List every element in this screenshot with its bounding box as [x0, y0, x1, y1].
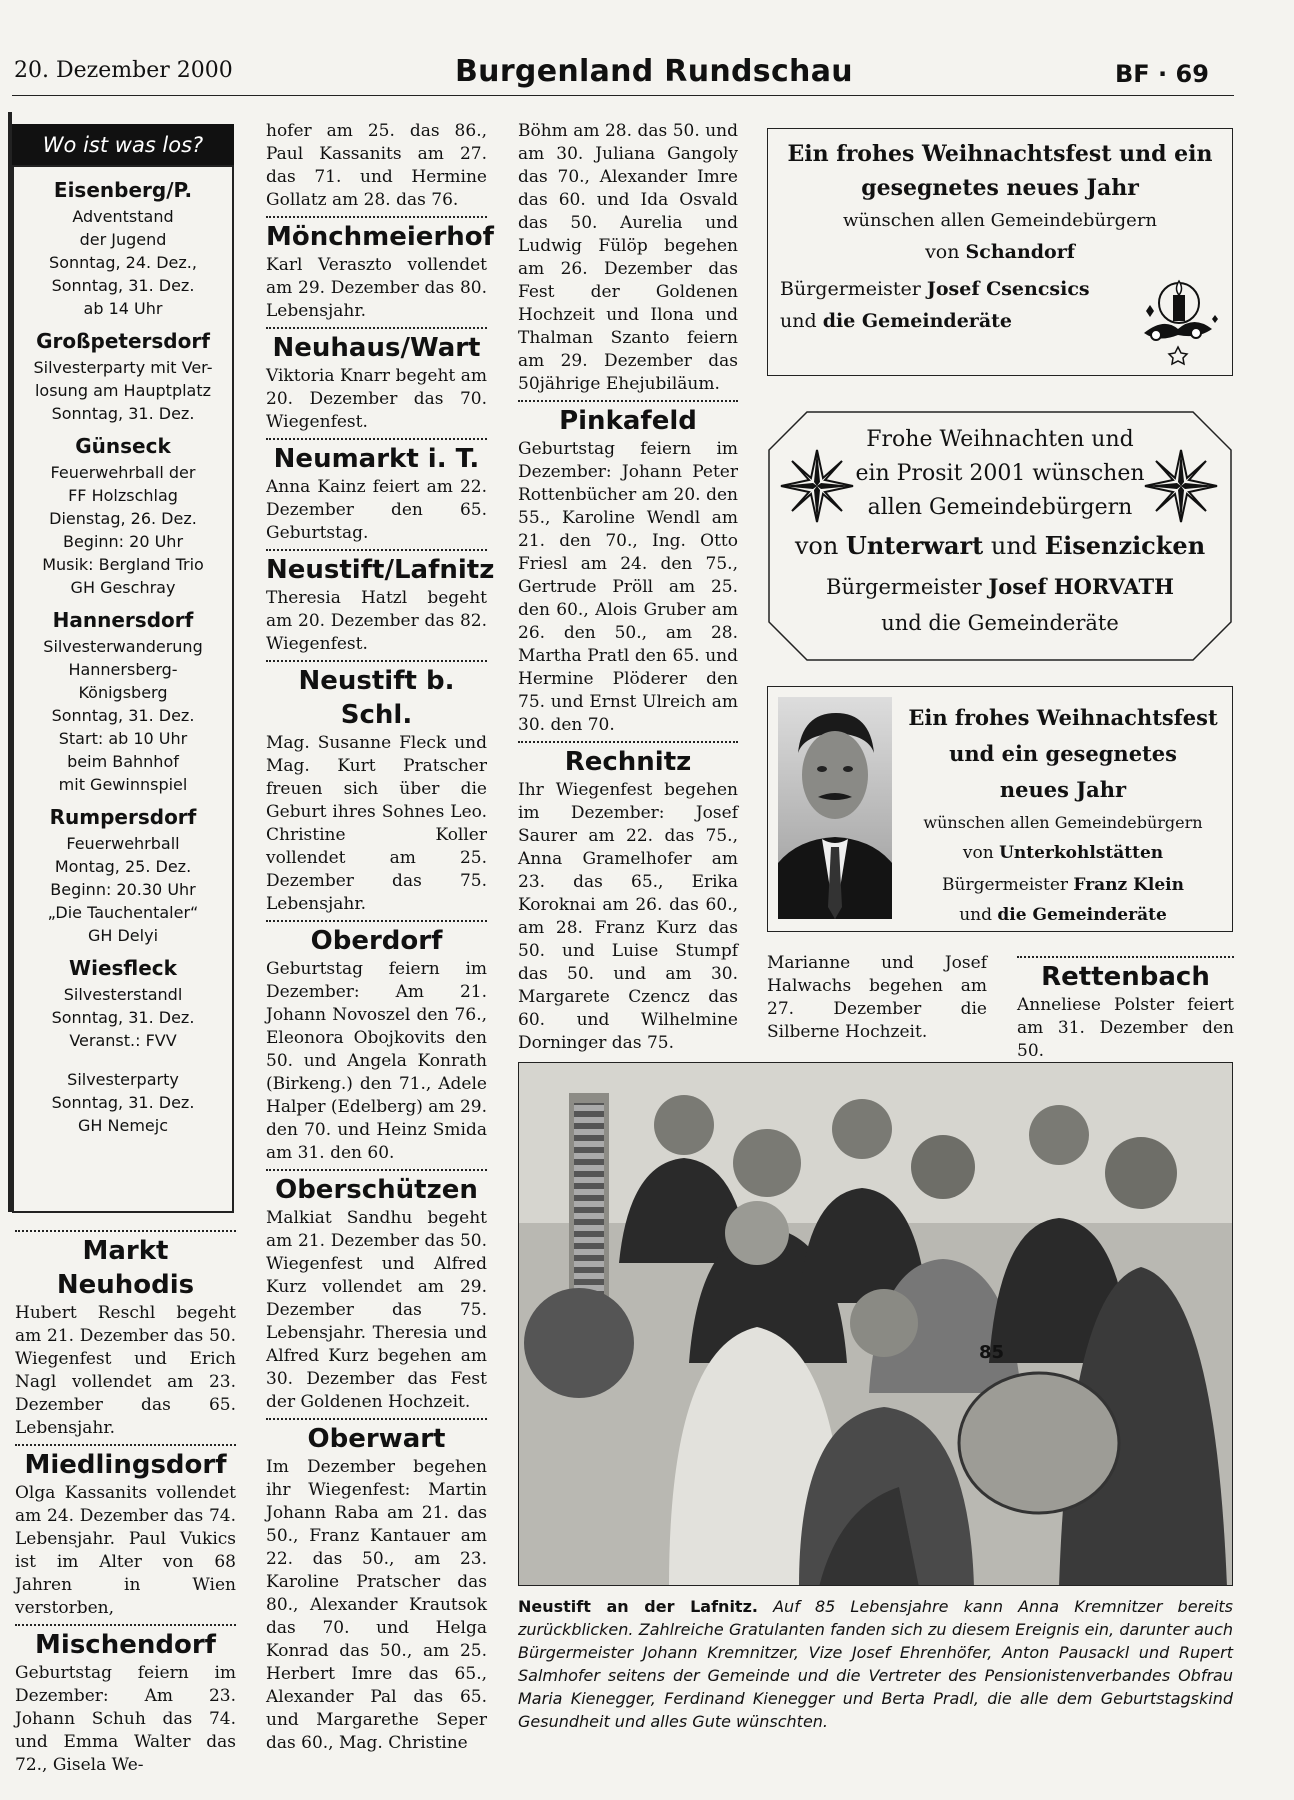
- article-rettenbach: [1017, 952, 1234, 1063]
- dotted-separator: [15, 1230, 236, 1232]
- event-entry: [20, 431, 226, 599]
- event-detail: Feuerwehrball der: [50, 463, 196, 482]
- event-detail: ab 14 Uhr: [83, 299, 163, 318]
- article-heading: Oberwart: [307, 1424, 446, 1454]
- column-1-articles: [15, 1226, 236, 1777]
- event-town: Großpetersdorf: [36, 329, 210, 353]
- column-2-articles: [266, 120, 495, 1755]
- dotted-separator: [266, 549, 487, 551]
- event-detail: Sonntag, 31. Dez.: [51, 706, 195, 725]
- ad-text: wünschen allen Gemeindebürgern: [923, 813, 1203, 832]
- event-detail: Silvesterstandl: [63, 985, 183, 1004]
- event-detail: Beginn: 20.30 Uhr: [50, 880, 196, 899]
- ad-headline: Ein frohes Weihnachtsfest und ein: [787, 141, 1213, 167]
- photo-caption: [518, 1595, 1233, 1733]
- event-detail: GH Geschray: [70, 578, 176, 597]
- article-body: Geburtstag feiern im Dezember: Am 21. Johann Novoszel den 76., Eleonora Obojkovits den 50. und Angela Konrath (Birkeng.) den 71., Adele Halper (Edelberg) am 29. den 70. und Heinz Smida am 31. den 60.: [266, 959, 487, 1163]
- ad-headline: Frohe Weihnachten und: [866, 427, 1134, 452]
- article-body: Geburtstag feiern im Dezember: Johann Peter Rottenbücher am 20. den 55., Karoline Wendl am 21. den 70., Ing. Otto Friesl am 24. den 75., Gertrude Pröll am 25. den 60., Alois Gruber am 26. den 50., am 28. Martha Pratl den 65. und Hermine Plöderer den 75. und Ernst Ulreich am 30. den 70.: [518, 439, 738, 735]
- ad-council: und die Gemeinderäte: [881, 611, 1119, 635]
- article-body: Hubert Reschl begeht am 21. Dezember das 50. Wiegenfest und Erich Nagl vollendet am 23. Dezember das 65. Lebensjahr.: [15, 1303, 236, 1438]
- group-photo: [518, 1062, 1233, 1586]
- ad-headline: und ein gesegnetes: [949, 741, 1177, 766]
- article-heading: Rechnitz: [564, 747, 692, 777]
- article-heading: Miedlingsdorf: [24, 1450, 227, 1480]
- event-detail: GH Delyi: [87, 926, 159, 945]
- ad-council: und die Gemeinderäte: [959, 905, 1167, 925]
- events-box: [12, 165, 234, 1213]
- birthday-85-badge: 85: [979, 1342, 1005, 1363]
- ad-mayor: Bürgermeister Josef HORVATH: [826, 574, 1174, 599]
- header-rule: [12, 95, 1234, 96]
- article-body: Karl Veraszto vollendet am 29. Dezember das 80. Lebensjahr.: [266, 255, 487, 321]
- event-detail: Königsberg: [78, 683, 168, 702]
- ad-council: und die Gemeinderäte: [780, 310, 1012, 332]
- event-detail: Veranst.: FVV: [69, 1031, 177, 1050]
- mayor-portrait: [778, 697, 892, 919]
- dotted-separator: [1017, 956, 1234, 958]
- article-body: Theresia Hatzl begeht am 20. Dezember das 82. Wiegenfest.: [266, 588, 487, 654]
- event-detail: Montag, 25. Dez.: [54, 857, 192, 876]
- article-heading: Oberschützen: [275, 1175, 478, 1205]
- article-heading: Neustift b. Schl.: [298, 666, 455, 730]
- article-body: Geburtstag feiern im Dezember: Am 23. Johann Schuh das 74. und Emma Walter das 72., Gisela We-: [15, 1663, 236, 1775]
- event-detail: Sonntag, 24. Dez.,: [49, 253, 197, 272]
- ad-mayor: Bürgermeister Franz Klein: [942, 875, 1184, 895]
- event-detail: „Die Tauchentaler“: [47, 903, 199, 922]
- event-detail: Hannersberg-: [68, 660, 178, 679]
- event-detail: Sonntag, 31. Dez.: [51, 276, 195, 295]
- ad-headline: gesegnetes neues Jahr: [861, 175, 1139, 201]
- event-entry: [20, 326, 226, 425]
- event-entry: [20, 1068, 226, 1137]
- dotted-separator: [15, 1444, 236, 1446]
- event-entry: [20, 605, 226, 796]
- event-detail: Silvesterparty: [67, 1070, 179, 1089]
- caption-text: Auf 85 Lebensjahre kann Anna Kremnitzer bereits zurückblicken. Zahlreiche Gratulanten fanden sich zu diesem Ereignis ein, darunter auch Bürgermeister Johann Kremnitzer, Vize Josef Ehrenhöfer, Anton Pausackl und Rupert Salmhofer seitens der Gemeinde und die Vertreter des Pensionistenverbandes Obfrau Maria Kienegger, Ferdinand Kienegger und Berta Pradl, die alle dem Geburtstagskind Gesundheit und alles Gute wünschten.: [518, 1597, 1234, 1731]
- star-icon: [1143, 448, 1219, 524]
- column-3-articles: [518, 120, 738, 1055]
- event-town: Eisenberg/P.: [53, 178, 193, 202]
- candle-icon: [1136, 267, 1218, 367]
- event-detail: Dienstag, 26. Dez.: [49, 509, 197, 528]
- ad-headline: neues Jahr: [999, 777, 1127, 802]
- article-heading: Rettenbach: [1041, 962, 1210, 992]
- newspaper-title: Burgenland Rundschau: [455, 54, 853, 89]
- ad-headline: Ein frohes Weihnachtsfest: [908, 705, 1218, 730]
- article-heading: Markt Neuhodis: [56, 1236, 195, 1300]
- ad-text: von Unterkohlstätten: [962, 843, 1164, 863]
- article-body: Anneliese Polster feiert am 31. Dezember den 50.: [1017, 995, 1234, 1061]
- event-town: Rumpersdorf: [49, 805, 197, 829]
- star-icon: [779, 448, 855, 524]
- event-detail: Feuerwehrball: [66, 834, 180, 853]
- event-town: Hannersdorf: [52, 608, 194, 632]
- article-heading: Mischendorf: [35, 1630, 216, 1660]
- event-detail: GH Nemejc: [78, 1116, 168, 1135]
- event-detail: Sonntag, 31. Dez.: [51, 1008, 195, 1027]
- ad-municipalities: von Unterwart und Eisenzicken: [794, 531, 1206, 560]
- event-town: Wiesfleck: [69, 956, 177, 980]
- dotted-separator: [266, 1169, 487, 1171]
- article-halwachs: Marianne und Josef Halwachs begehen am 27. Dezember die Silberne Hochzeit.: [767, 953, 987, 1042]
- caption-lead: Neustift an der Lafnitz.: [518, 1597, 758, 1616]
- ad-headline: ein Prosit 2001 wünschen: [855, 461, 1145, 486]
- page-number: BF · 69: [1115, 60, 1209, 88]
- ad-text: wünschen allen Gemeindebürgern: [842, 210, 1158, 231]
- dotted-separator: [266, 327, 487, 329]
- article-body: Mag. Susanne Fleck und Mag. Kurt Pratscher freuen sich über die Geburt ihres Sohnes Leo. Christine Koller vollendet am 25. Dezember das 75. Lebensjahr.: [266, 733, 487, 914]
- article-heading: Pinkafeld: [559, 406, 697, 436]
- event-detail: Adventstand: [72, 207, 174, 226]
- article-body: hofer am 25. das 86., Paul Kassanits am 27. das 71. und Hermine Gollatz am 28. das 76.: [266, 121, 487, 210]
- dotted-separator: [266, 660, 487, 662]
- issue-date: 20. Dezember 2000: [14, 58, 233, 83]
- event-town: Günseck: [75, 434, 171, 458]
- greeting-ad-unterkohlstaetten: [767, 686, 1233, 932]
- dotted-separator: [266, 1418, 487, 1420]
- greeting-ad-schandorf: [767, 128, 1233, 376]
- event-detail: FF Holzschlag: [68, 486, 178, 505]
- event-detail: Start: ab 10 Uhr: [58, 729, 188, 748]
- event-detail: Sonntag, 31. Dez.: [51, 1093, 195, 1112]
- ad-text: von Schandorf: [925, 241, 1075, 263]
- dotted-separator: [266, 438, 487, 440]
- greeting-ad-unterwart: [767, 410, 1233, 662]
- article-body: Olga Kassanits vollendet am 24. Dezember das 74. Lebensjahr. Paul Vukics ist im Alter von 68 Jahren in Wien verstorben,: [15, 1483, 236, 1618]
- dotted-separator: [266, 920, 487, 922]
- event-detail: Sonntag, 31. Dez.: [51, 404, 195, 423]
- events-box-title: Wo ist was los?: [12, 124, 234, 166]
- dotted-separator: [15, 1624, 236, 1626]
- article-heading: Neumarkt i. T.: [273, 444, 480, 474]
- event-entry: [20, 175, 226, 320]
- dotted-separator: [518, 400, 738, 402]
- ad-mayor: Bürgermeister Josef Csencsics: [780, 278, 1090, 300]
- event-detail: Silvesterwanderung: [43, 637, 203, 656]
- event-detail: Beginn: 20 Uhr: [62, 532, 184, 551]
- article-body: Ihr Wiegenfest begehen im Dezember: Josef Saurer am 22. das 75., Anna Gramelhofer am 23. das 65., Erika Koroknai am 26. das 60., am 28. Franz Kurz das 50. und Luise Stumpf das 50. und am 30. Margarete Czencz das 60. und Wilhelmine Dorninger das 75.: [518, 780, 738, 1053]
- article-body: Anna Kainz feiert am 22. Dezember den 65. Geburtstag.: [266, 477, 487, 543]
- article-body: Viktoria Knarr begeht am 20. Dezember das 70. Wiegenfest.: [266, 366, 487, 432]
- event-detail: der Jugend: [79, 230, 167, 249]
- article-heading: Mönchmeierhof: [266, 222, 494, 252]
- article-body: Böhm am 28. das 50. und am 30. Juliana Gangoly das 70., Alexander Imre das 60. und Ida Osvald das 50. Aurelia und Ludwig Fülöp begehen am 26. Dezember das Fest der Goldenen Hochzeit und Ilona und Thalman Szanto feiern am 29. Dezember das 50jährige Ehejubiläum.: [518, 121, 738, 394]
- event-detail: losung am Hauptplatz: [34, 381, 212, 400]
- article-heading: Neuhaus/Wart: [272, 333, 481, 363]
- event-entry: [20, 953, 226, 1052]
- group-photo-image: [519, 1063, 1233, 1586]
- event-detail: Musik: Bergland Trio: [42, 555, 204, 574]
- event-detail: Silvesterparty mit Ver-: [33, 358, 213, 377]
- article-body: Im Dezember begehen ihr Wiegenfest: Martin Johann Raba am 21. das 50., Franz Kantauer am 22. das 50., am 23. Karoline Pratscher das 80., Alexander Krautsok das 70. und Helga Konrad das 50., am 25. Herbert Imre das 65., Alexander Pal das 65. und Margarethe Seper das 60., Mag. Christine: [266, 1457, 487, 1753]
- article-body: Malkiat Sandhu begeht am 21. Dezember das 50. Wiegenfest und Alfred Kurz vollendet am 29. Dezember das 75. Lebensjahr. Theresia und Alfred Kurz begehen am 30. Dezember das Fest der Goldenen Hochzeit.: [266, 1208, 487, 1412]
- dotted-separator: [266, 216, 487, 218]
- event-detail: beim Bahnhof: [67, 752, 179, 771]
- ad-text: allen Gemeindebürgern: [867, 495, 1133, 520]
- event-detail: mit Gewinnspiel: [58, 775, 188, 794]
- article-heading: Oberdorf: [310, 926, 443, 956]
- article-heading: Neustift/Lafnitz: [266, 555, 495, 585]
- event-entry: [20, 802, 226, 947]
- dotted-separator: [518, 741, 738, 743]
